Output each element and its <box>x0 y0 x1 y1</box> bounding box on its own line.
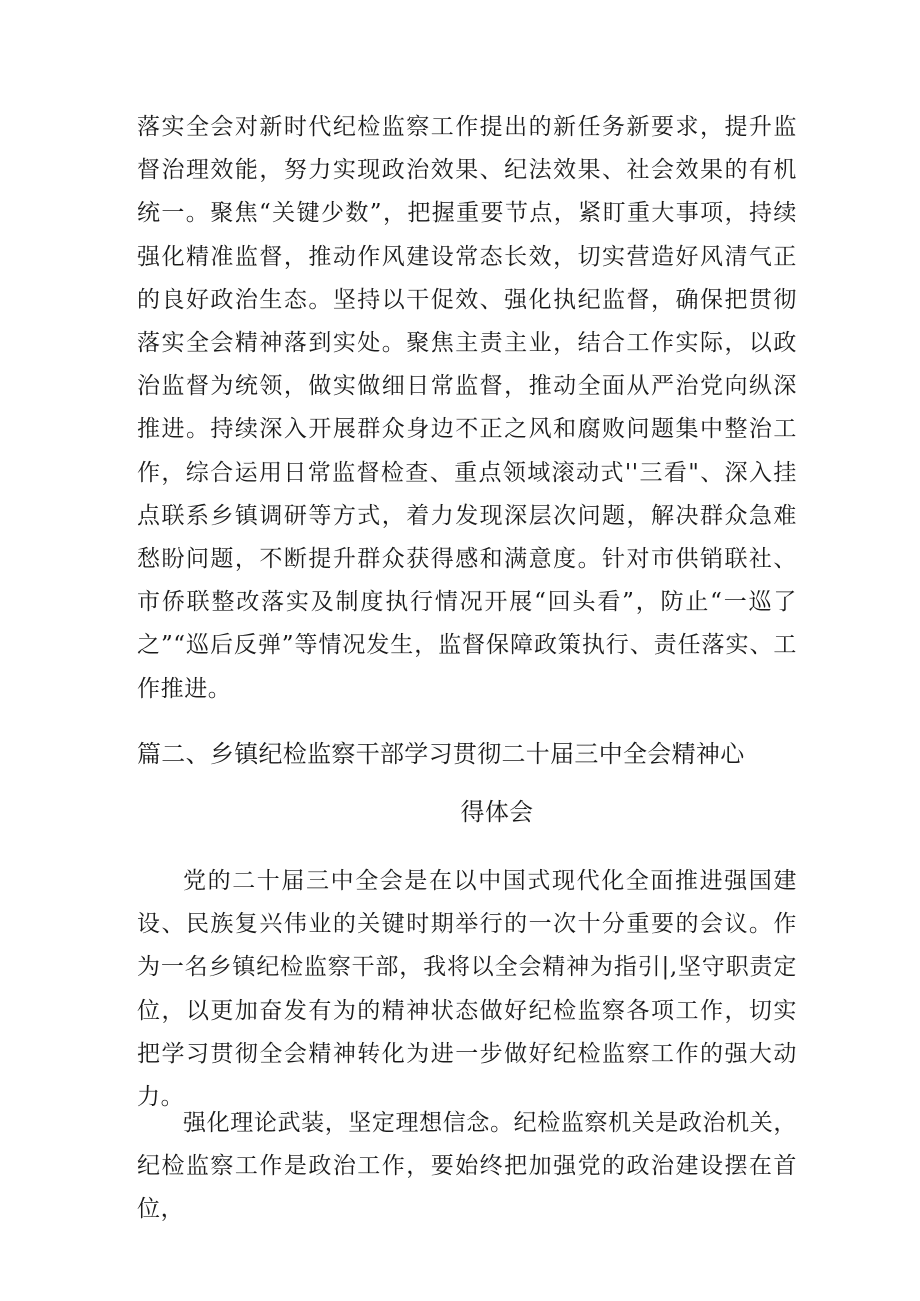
section-heading-line1: 篇二、乡镇纪检监察干部学习贯彻二十届三中全会精神心 <box>137 740 745 768</box>
section-heading <box>137 725 797 841</box>
body-paragraph-continued: 落实全会对新时代纪检监察工作提出的新任务新要求，提升监督治理效能，努力实现政治效果、纪法效果、社会效果的有机统一。聚焦“关键少数”，把握重要节点，紧盯重大事项，持续强化精准监督，推动作风建设常态长效，切实营造好风清气正的良好政治生态。坚持以干促效、强化执纪监督，确保把贯彻落实全会精神落到实处。聚焦主责主业，结合工作实际，以政治监督为统领，做实做细日常监督，推动全面从严治党向纵深推进。持续深入开展群众身边不正之风和腐败问题集中整治工作，综合运用日常监督检查、重点领域滚动式''三看"、深入挂点联系乡镇调研等方式，着力发现深层次问题，解决群众急难愁盼问题，不断提升群众获得感和满意度。针对市供销联社、市侨联整改落实及制度执行情况开展“回头看”，防止“一巡了之”“巡后反弹”等情况发生，监督保障政策执行、责任落实、工作推进。 <box>137 114 797 702</box>
body-paragraph-theory: 强化理论武装，坚定理想信念。纪检监察机关是政治机关，纪检监察工作是政治工作，要始终把加强党的政治建设摆在首位， <box>137 1110 797 1223</box>
section-heading-line2: 得体会 <box>460 798 534 826</box>
body-paragraph-intro: 党的二十届三中全会是在以中国式现代化全面推进强国建设、民族复兴伟业的关键时期举行的一次十分重要的会议。作为一名乡镇纪检监察干部，我将以全会精神为指引|,坚守职责定位，以更加奋发有为的精神状态做好纪检监察各项工作，切实把学习贯彻全会精神转化为进一步做好纪检监察工作的强大动力。 <box>137 868 797 1111</box>
